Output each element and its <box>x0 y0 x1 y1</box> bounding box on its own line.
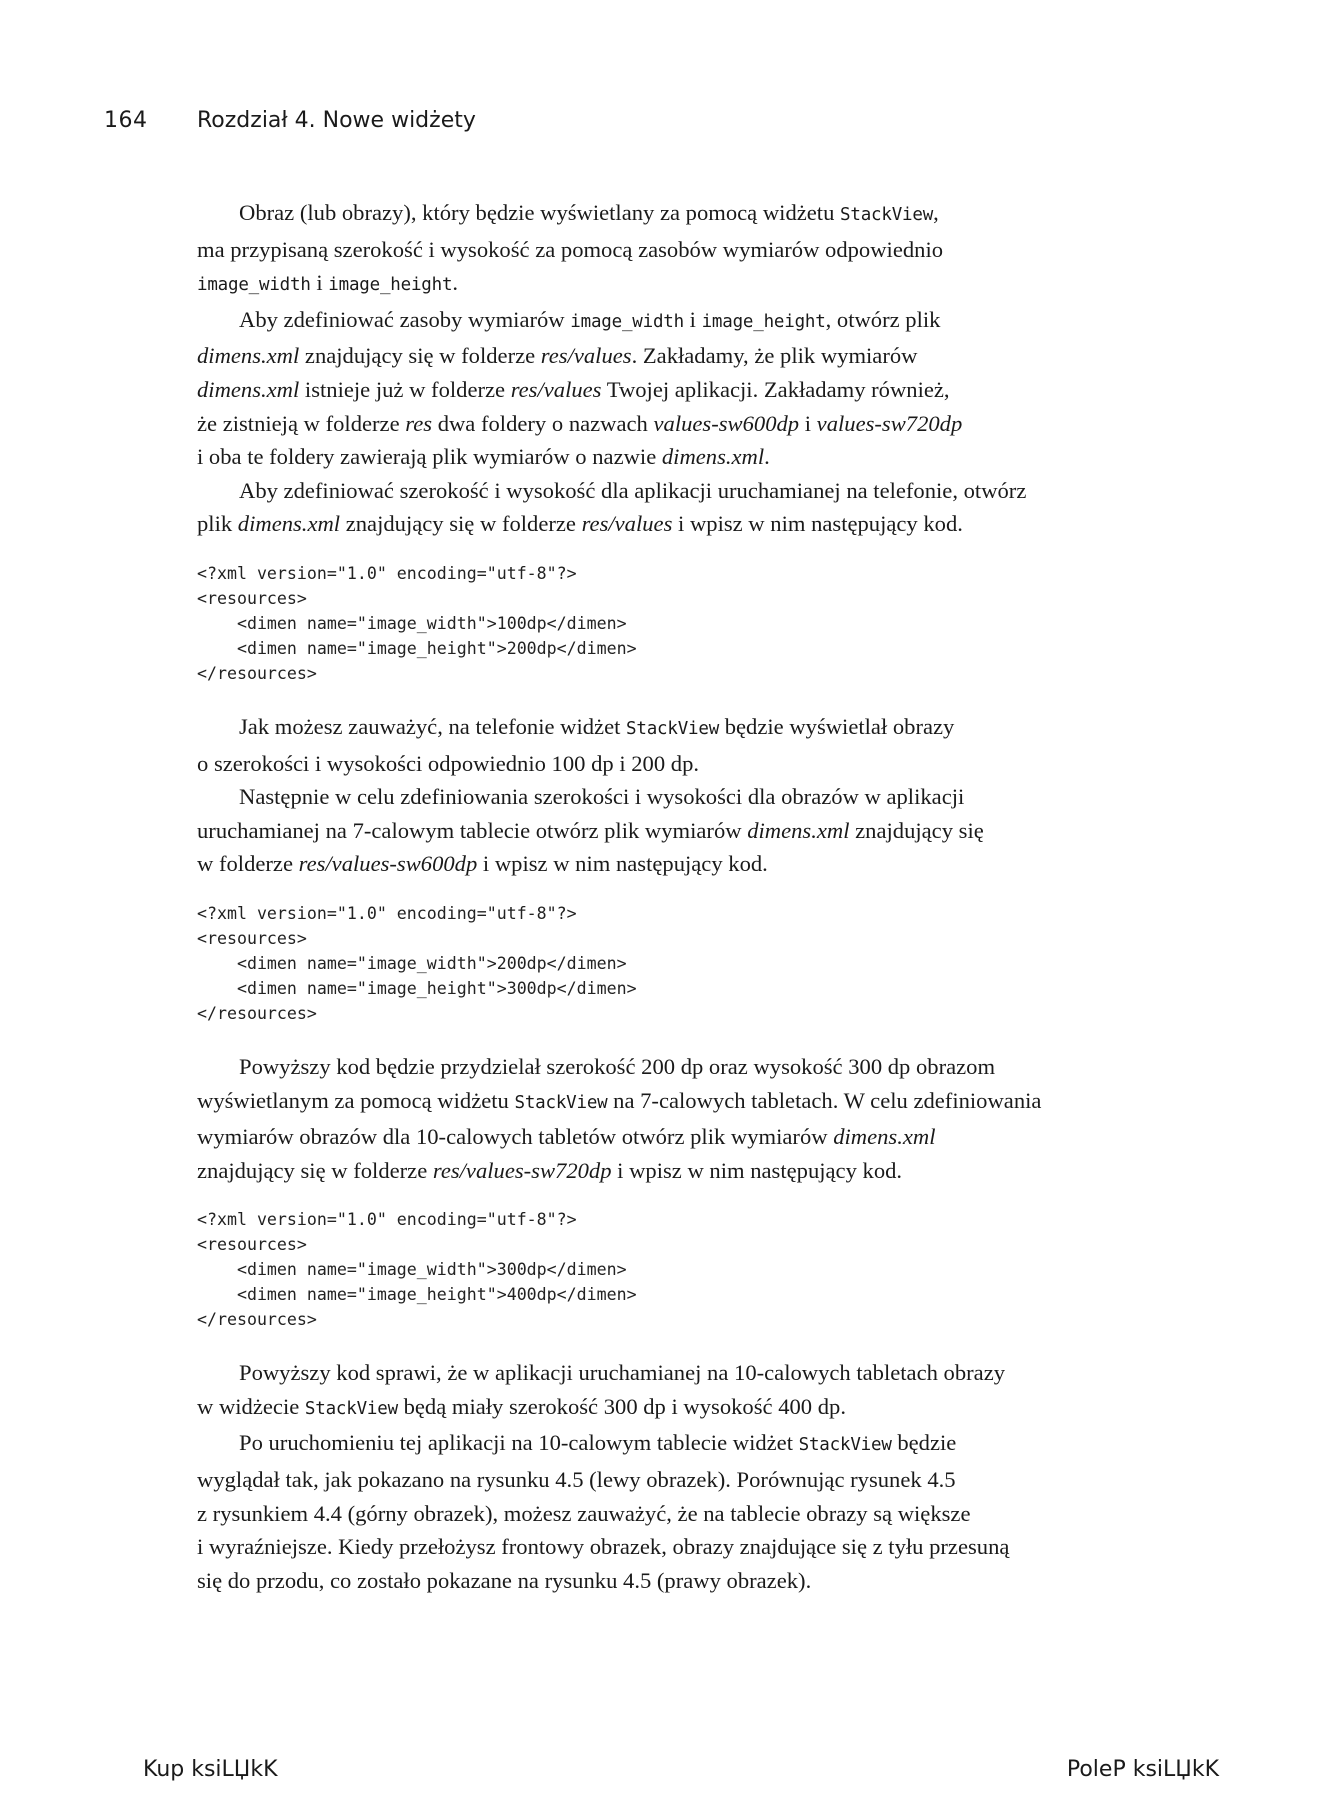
paragraph-line <box>197 339 1137 373</box>
code-line: <resources> <box>197 928 307 948</box>
inline-code: StackView <box>514 1092 608 1113</box>
paragraph-line <box>197 196 1137 233</box>
code-line: </resources> <box>197 1310 317 1330</box>
text-run: Aby zdefiniować zasoby wymiarów <box>239 306 571 332</box>
italic-text: dimens.xml <box>197 376 300 402</box>
code-line: <resources> <box>197 1235 307 1255</box>
italic-text: dimens.xml <box>747 817 850 843</box>
text-run: dwa foldery o nazwach <box>432 410 654 436</box>
text-run: Aby zdefiniować szerokość i wysokość dla aplikacji uruchamianej na telefonie, otwórz <box>239 477 1027 503</box>
italic-text: values-sw720dp <box>816 410 963 436</box>
paragraph-line <box>197 1120 1137 1154</box>
text-run: Twojej aplikacji. Zakładamy również, <box>601 376 950 402</box>
text-run: . <box>452 270 458 296</box>
text-run: , <box>933 200 939 225</box>
text-run: Powyższy kod będzie przydzielał szerokość 200 dp oraz wysokość 300 dp obrazom <box>239 1053 996 1079</box>
inline-code: image_width <box>197 275 311 296</box>
inline-code: image_height <box>701 311 826 332</box>
text-run: i wpisz w nim następujący kod. <box>611 1157 903 1183</box>
italic-text: values-sw600dp <box>653 410 800 436</box>
paragraph-2 <box>197 303 1137 474</box>
italic-text: res/values <box>540 343 632 369</box>
code-line: <dimen name="image_width">100dp</dimen> <box>197 613 627 633</box>
paragraph-line <box>197 1530 1137 1564</box>
italic-text: dimens.xml <box>237 511 341 537</box>
text-run: i <box>683 306 702 332</box>
code-line: <?xml version="1.0" encoding="utf-8"?> <box>197 563 577 583</box>
page-number: 164 <box>104 108 148 133</box>
text-run: znajdujący się w folderze <box>340 511 582 537</box>
text-run: znajdujący się <box>849 817 984 843</box>
text-run: . Zakładamy, że plik wymiarów <box>631 343 918 369</box>
inline-code: StackView <box>798 1435 892 1456</box>
paragraph-line <box>197 814 1137 848</box>
paragraph-8 <box>197 1426 1137 1597</box>
paragraph-7 <box>197 1356 1137 1426</box>
code-line: <dimen name="image_height">200dp</dimen> <box>197 638 637 658</box>
italic-text: res/values-sw720dp <box>432 1157 612 1183</box>
text-run: i <box>310 270 329 296</box>
inline-code: StackView <box>304 1398 398 1419</box>
text-run: wyglądał tak, jak pokazano na rysunku 4.5 (lewy obrazek). Porównując rysunek 4.5 <box>197 1467 956 1493</box>
page-header <box>0 108 1339 140</box>
italic-text: dimens.xml <box>197 343 300 369</box>
text-run: . <box>764 444 770 470</box>
paragraph-line <box>197 1050 1137 1084</box>
paragraph-line <box>197 474 1137 508</box>
paragraph-line <box>197 1390 1137 1427</box>
text-run: znajdujący się w folderze <box>299 343 541 369</box>
text-run: na 7-calowych tabletach. W celu zdefiniowania <box>607 1087 1042 1113</box>
paragraph-line <box>197 1154 1137 1188</box>
paragraph-3 <box>197 474 1137 541</box>
text-run: się do przodu, co zostało pokazane na rysunku 4.5 (prawy obrazek). <box>197 1567 812 1593</box>
italic-text: res <box>405 410 433 436</box>
paragraph-line <box>197 780 1137 814</box>
paragraph-line <box>197 373 1137 407</box>
text-run: znajdujący się w folderze <box>197 1157 433 1183</box>
code-line: <dimen name="image_width">300dp</dimen> <box>197 1260 627 1280</box>
paragraph-line <box>197 847 1137 881</box>
paragraph-line <box>197 1497 1137 1531</box>
text-run: Powyższy kod sprawi, że w aplikacji uruchamianej na 10-calowych tabletach obrazy <box>239 1360 1006 1386</box>
recommend-book-link[interactable]: PoleP ksiLЏkK <box>1066 1757 1219 1782</box>
paragraph-line <box>197 407 1137 441</box>
text-run: Następnie w celu zdefiniowania szerokości i wysokości dla obrazów w aplikacji <box>239 784 965 810</box>
text-run: Jak możesz zauważyć, na telefonie widżet <box>239 713 627 739</box>
text-run: i wpisz w nim następujący kod. <box>477 851 768 877</box>
text-run: w widżecie <box>197 1393 305 1419</box>
inline-code: image_height <box>328 275 453 296</box>
text-run: istnieje już w folderze <box>299 376 511 402</box>
text-run: , otwórz plik <box>825 306 941 332</box>
code-line: <dimen name="image_width">200dp</dimen> <box>197 953 627 973</box>
inline-code: image_width <box>570 311 684 332</box>
inline-code: StackView <box>840 205 934 225</box>
paragraph-line <box>197 266 1137 303</box>
chapter-title: Rozdział 4. Nowe widżety <box>197 108 476 133</box>
paragraph-line <box>197 1426 1137 1463</box>
italic-text: dimens.xml <box>833 1124 936 1150</box>
paragraph-line <box>197 507 1137 541</box>
code-line: <dimen name="image_height">300dp</dimen> <box>197 978 637 998</box>
text-run: że zistnieją w folderze <box>197 410 406 436</box>
paragraph-line <box>197 303 1137 340</box>
code-line: <?xml version="1.0" encoding="utf-8"?> <box>197 1210 577 1230</box>
inline-code: StackView <box>626 718 720 739</box>
text-run: wymiarów obrazów dla 10-calowych tabletów otwórz plik wymiarów <box>197 1124 834 1150</box>
code-line: </resources> <box>197 1003 317 1023</box>
text-run: Po uruchomieniu tej aplikacji na 10-calowym tablecie widżet <box>239 1430 799 1456</box>
paragraph-line <box>197 1356 1137 1390</box>
paragraph-line <box>197 1084 1137 1121</box>
paragraph-1 <box>197 196 1137 303</box>
paragraph-line <box>197 1463 1137 1497</box>
text-run: wyświetlanym za pomocą widżetu <box>197 1087 515 1113</box>
paragraph-line <box>197 710 1137 747</box>
paragraph-line <box>197 747 1137 781</box>
code-block <box>197 1207 1137 1332</box>
paragraph-6 <box>197 1050 1137 1187</box>
text-run: i <box>799 410 817 436</box>
paragraph-5 <box>197 780 1137 881</box>
paragraph-line <box>197 233 1137 267</box>
italic-text: res/values <box>510 376 602 402</box>
text-run: będą miały szerokość 300 dp i wysokość 400 dp. <box>397 1393 846 1419</box>
page-footer <box>0 1757 1339 1787</box>
buy-book-link[interactable]: Kup ksiLЏkK <box>143 1757 278 1782</box>
text-run: z rysunkiem 4.4 (górny obrazek), możesz zauważyć, że na tablecie obrazy są większe <box>197 1500 971 1526</box>
paragraph-line <box>197 440 1137 474</box>
text-run: będzie <box>891 1430 957 1456</box>
paragraph-4 <box>197 710 1137 780</box>
page-content <box>197 196 1137 1597</box>
text-run: w folderze <box>197 851 299 877</box>
code-block <box>197 561 1137 686</box>
text-run: i wyraźniejsze. Kiedy przełożysz frontowy obrazek, obrazy znajdujące się z tyłu przesuną <box>197 1534 1010 1560</box>
code-line: <?xml version="1.0" encoding="utf-8"?> <box>197 903 577 923</box>
text-run: ma przypisaną szerokość i wysokość za pomocą zasobów wymiarów odpowiednio <box>197 236 944 262</box>
italic-text: dimens.xml <box>661 444 765 470</box>
code-line: <resources> <box>197 588 307 608</box>
code-line: <dimen name="image_height">400dp</dimen> <box>197 1285 637 1305</box>
text-run: i wpisz w nim następujący kod. <box>672 511 963 537</box>
code-line: </resources> <box>197 663 317 683</box>
text-run: uruchamianej na 7-calowym tablecie otwórz plik wymiarów <box>197 817 748 843</box>
text-run: o szerokości i wysokości odpowiednio 100 dp i 200 dp. <box>197 750 700 776</box>
paragraph-line <box>197 1564 1137 1598</box>
text-run: i oba te foldery zawierają plik wymiarów o nazwie <box>197 444 662 470</box>
text-run: plik <box>197 511 238 537</box>
italic-text: res/values-sw600dp <box>298 851 478 877</box>
code-block <box>197 901 1137 1026</box>
text-run: będzie wyświetlał obrazy <box>719 713 955 739</box>
text-run: Obraz (lub obrazy), który będzie wyświetlany za pomocą widżetu <box>239 200 841 225</box>
italic-text: res/values <box>581 511 673 537</box>
